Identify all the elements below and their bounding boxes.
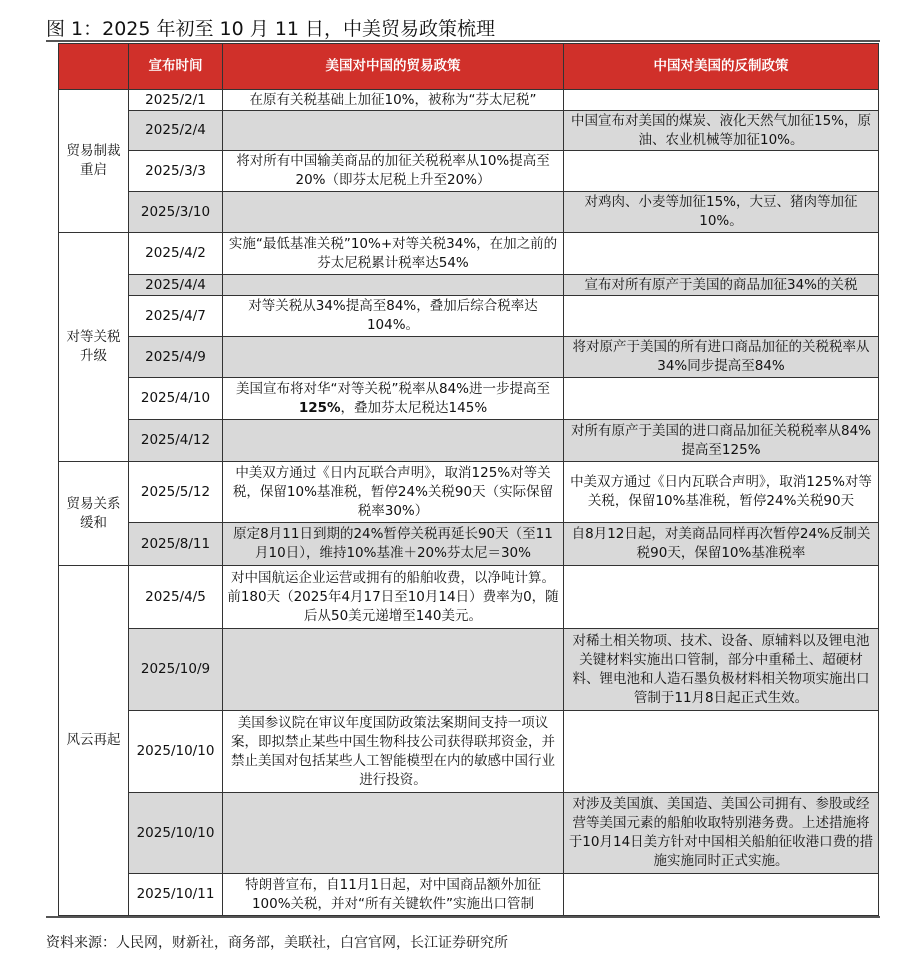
table-row — [59, 111, 879, 151]
us-policy-bold: 125% — [298, 399, 341, 416]
table-row — [59, 151, 879, 192]
date-cell: 2025/4/12 — [129, 420, 223, 462]
us-policy-cell: 原定8月11日到期的24%暂停关税再延长90天（至11月10日），维持10%基准＋20%芬太尼＝30% — [223, 523, 564, 566]
date-cell: 2025/3/10 — [129, 192, 223, 233]
date-cell: 2025/4/5 — [129, 566, 223, 629]
title-divider — [46, 40, 880, 42]
date-cell: 2025/4/4 — [129, 275, 223, 296]
table-row — [59, 233, 879, 275]
date-cell: 2025/2/1 — [129, 90, 223, 111]
table-row — [59, 793, 879, 874]
group-label: 贸易制裁重启 — [59, 90, 129, 233]
us-policy-cell — [223, 420, 564, 462]
cn-policy-cell — [564, 233, 879, 275]
date-cell: 2025/3/3 — [129, 151, 223, 192]
us-policy-cell: 中美双方通过《日内瓦联合声明》，取消125%对等关税，保留10%基准税，暂停24%关税90天（实际保留税率30%） — [223, 462, 564, 523]
us-policy-text-after: ，叠加芬太尼税达145% — [340, 399, 488, 416]
table-row — [59, 629, 879, 711]
group-label: 对等关税升级 — [59, 233, 129, 462]
date-cell: 2025/10/11 — [129, 874, 223, 916]
date-cell: 2025/10/9 — [129, 629, 223, 711]
us-policy-cell — [223, 275, 564, 296]
us-policy-cell: 实施“最低基准关税”10%+对等关税34%，在加之前的芬太尼税累计税率达54% — [223, 233, 564, 275]
table-row — [59, 275, 879, 296]
cn-policy-cell: 对涉及美国旗、美国造、美国公司拥有、参股或经营等美国元素的船舶收取特别港务费。上述措施将于10月14日美方针对中国相关船舶征收港口费的措施实施同时正式实施。 — [564, 793, 879, 874]
cn-policy-cell: 对所有原产于美国的进口商品加征关税税率从84%提高至125% — [564, 420, 879, 462]
table-row — [59, 378, 879, 420]
table-row — [59, 711, 879, 793]
cn-policy-cell: 自8月12日起，对美商品同样再次暂停24%反制关税90天，保留10%基准税率 — [564, 523, 879, 566]
date-cell: 2025/4/10 — [129, 378, 223, 420]
cn-policy-cell: 宣布对所有原产于美国的商品加征34%的关税 — [564, 275, 879, 296]
date-cell: 2025/8/11 — [129, 523, 223, 566]
cn-policy-cell — [564, 566, 879, 629]
cn-policy-cell: 对稀土相关物项、技术、设备、原辅料以及锂电池关键材料实施出口管制，部分中重稀土、超硬材料、锂电池和人造石墨负极材料相关物项实施出口管制于11月8日起正式生效。 — [564, 629, 879, 711]
us-policy-cell: 对中国航运企业运营或拥有的船舶收费，以净吨计算。前180天（2025年4月17日至10月14日）费率为0，随后从50美元递增至140美元。 — [223, 566, 564, 629]
us-policy-cell: 对等关税从34%提高至84%，叠加后综合税率达104%。 — [223, 296, 564, 337]
header-date: 宣布时间 — [129, 44, 223, 90]
cn-policy-cell — [564, 151, 879, 192]
figure-title: 图 1：2025 年初至 10 月 11 日，中美贸易政策梳理 — [46, 18, 496, 40]
date-cell: 2025/2/4 — [129, 111, 223, 151]
us-policy-cell: 在原有关税基础上加征10%，被称为“芬太尼税” — [223, 90, 564, 111]
us-policy-cell — [223, 629, 564, 711]
table-row — [59, 296, 879, 337]
cn-policy-cell: 将对原产于美国的所有进口商品加征的关税税率从34%同步提高至84% — [564, 337, 879, 378]
cn-policy-cell — [564, 378, 879, 420]
us-policy-cell — [223, 192, 564, 233]
cn-policy-cell — [564, 90, 879, 111]
us-policy-text: 美国宣布将对华“对等关税”税率从84%进一步提高至 — [236, 380, 550, 397]
cn-policy-cell — [564, 874, 879, 916]
table-row — [59, 192, 879, 233]
cn-policy-cell — [564, 296, 879, 337]
us-policy-cell — [223, 111, 564, 151]
table-row — [59, 523, 879, 566]
table-row — [59, 874, 879, 916]
us-policy-cell: 美国参议院在审议年度国防政策法案期间支持一项议案，即拟禁止某些中国生物科技公司获得联邦资金，并禁止美国对包括某些人工智能模型在内的敏感中国行业进行投资。 — [223, 711, 564, 793]
date-cell: 2025/10/10 — [129, 793, 223, 874]
table-row — [59, 90, 879, 111]
header-us-policy: 美国对中国的贸易政策 — [223, 44, 564, 90]
table-row — [59, 566, 879, 629]
us-policy-cell: 将对所有中国输美商品的加征关税税率从10%提高至20%（即芬太尼税上升至20%） — [223, 151, 564, 192]
bottom-divider — [46, 916, 880, 918]
cn-policy-cell — [564, 711, 879, 793]
table-header — [59, 44, 879, 90]
policy-table — [58, 43, 879, 916]
date-cell: 2025/10/10 — [129, 711, 223, 793]
date-cell: 2025/4/7 — [129, 296, 223, 337]
date-cell: 2025/5/12 — [129, 462, 223, 523]
group-label: 风云再起 — [59, 566, 129, 916]
source-note: 资料来源：人民网，财新社，商务部，美联社，白宫官网，长江证券研究所 — [46, 935, 508, 951]
table-row — [59, 420, 879, 462]
cn-policy-cell: 对鸡肉、小麦等加征15%，大豆、猪肉等加征10%。 — [564, 192, 879, 233]
header-cn-policy: 中国对美国的反制政策 — [564, 44, 879, 90]
date-cell: 2025/4/2 — [129, 233, 223, 275]
cn-policy-cell: 中美双方通过《日内瓦联合声明》，取消125%对等关税，保留10%基准税，暂停24%关税90天 — [564, 462, 879, 523]
us-policy-cell — [223, 378, 564, 420]
table-row — [59, 462, 879, 523]
header-group — [59, 44, 129, 90]
cn-policy-cell: 中国宣布对美国的煤炭、液化天然气加征15%，原油、农业机械等加征10%。 — [564, 111, 879, 151]
table-row — [59, 337, 879, 378]
us-policy-cell — [223, 337, 564, 378]
us-policy-cell: 特朗普宣布，自11月1日起，对中国商品额外加征100%关税，并对“所有关键软件”实施出口管制 — [223, 874, 564, 916]
us-policy-cell — [223, 793, 564, 874]
date-cell: 2025/4/9 — [129, 337, 223, 378]
group-label: 贸易关系缓和 — [59, 462, 129, 566]
